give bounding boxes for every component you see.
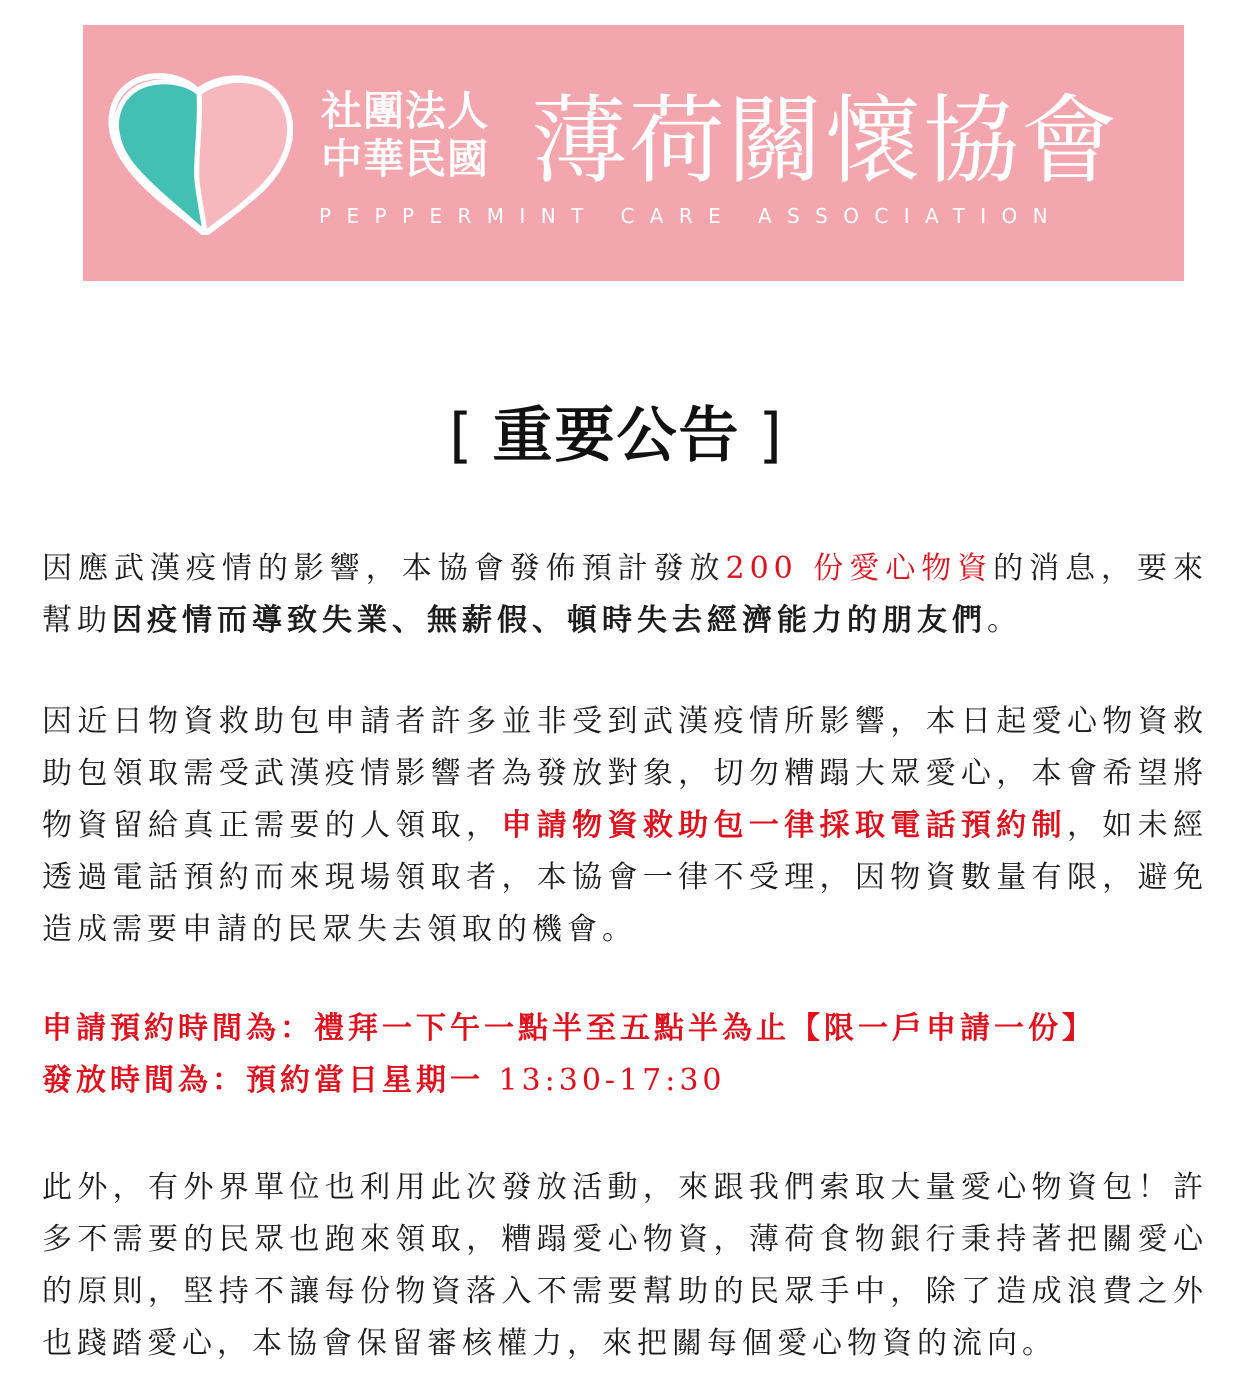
heart-taiwan-logo-icon bbox=[103, 69, 293, 235]
paragraph-announcement bbox=[42, 543, 1208, 647]
schedule-booking-time: 申請預約時間為：禮拜一下午一點半至五點半為止【限一戶申請一份】 bbox=[42, 1011, 1096, 1046]
title-text: 重要公告 bbox=[492, 401, 741, 471]
p1-text-a: 因應武漢疫情的影響，本協會發佈預計發放 bbox=[42, 551, 726, 586]
org-prefix-line2: 中華民國 bbox=[321, 135, 489, 183]
p2-text-a: 因近日物資救助包申請者許多並非受到武漢疫情所影響，本日起愛心物資救助包領取需受武漢疫情影響者為發放對象，切勿糟蹋大眾愛心，本會希望將物資留給真正需要的人領取， bbox=[42, 704, 1208, 843]
org-name: 薄荷關懷協會 bbox=[531, 85, 1119, 197]
p1-highlight-quantity: 200 份愛心物資 bbox=[725, 551, 994, 586]
p2-text-c: ，如未經透過電話預約而來現場領取者，本協會一律不受理，因物資數量有限，避免造成需要申請的民眾失去領取的機會。 bbox=[42, 808, 1208, 947]
org-name-english: PEPPERMINT CARE ASSOCIATION bbox=[319, 204, 1064, 228]
distribution-time-range: 13:30-17:30 bbox=[498, 1063, 726, 1098]
title-bracket-open: [ bbox=[449, 401, 475, 471]
p1-bold-target-group: 因疫情而導致失業、無薪假、頓時失去經濟能力的朋友們 bbox=[112, 603, 987, 638]
paragraph-schedule bbox=[42, 1003, 1208, 1107]
title-bracket-close: ] bbox=[758, 401, 784, 471]
p1-text-c: 的消息，要來幫助 bbox=[42, 551, 1209, 638]
page-title bbox=[0, 396, 1233, 476]
schedule-distribution-time bbox=[42, 1055, 1208, 1107]
p2-highlight-phone-booking: 申請物資救助包一律採取電話預約制 bbox=[501, 808, 1067, 843]
p1-text-e: 。 bbox=[987, 603, 1022, 638]
paragraph-eligibility bbox=[42, 696, 1208, 956]
paragraph-notice: 此外，有外界單位也利用此次發放活動，來跟我們索取大量愛心物資包！許多不需要的民眾也跑來領取，糟蹋愛心物資，薄荷食物銀行秉持著把關愛心的原則，堅持不讓每份物資落入不需要幫助的民眾手中，除了造成浪費之外也踐踏愛心，本協會保留審核權力，來把關每個愛心物資的流向。 bbox=[42, 1170, 1208, 1361]
distribution-time-prefix: 發放時間為：預約當日星期一 bbox=[42, 1063, 499, 1098]
org-prefix bbox=[321, 87, 521, 183]
header-banner bbox=[83, 25, 1184, 281]
org-prefix-line1: 社團法人 bbox=[321, 87, 489, 135]
